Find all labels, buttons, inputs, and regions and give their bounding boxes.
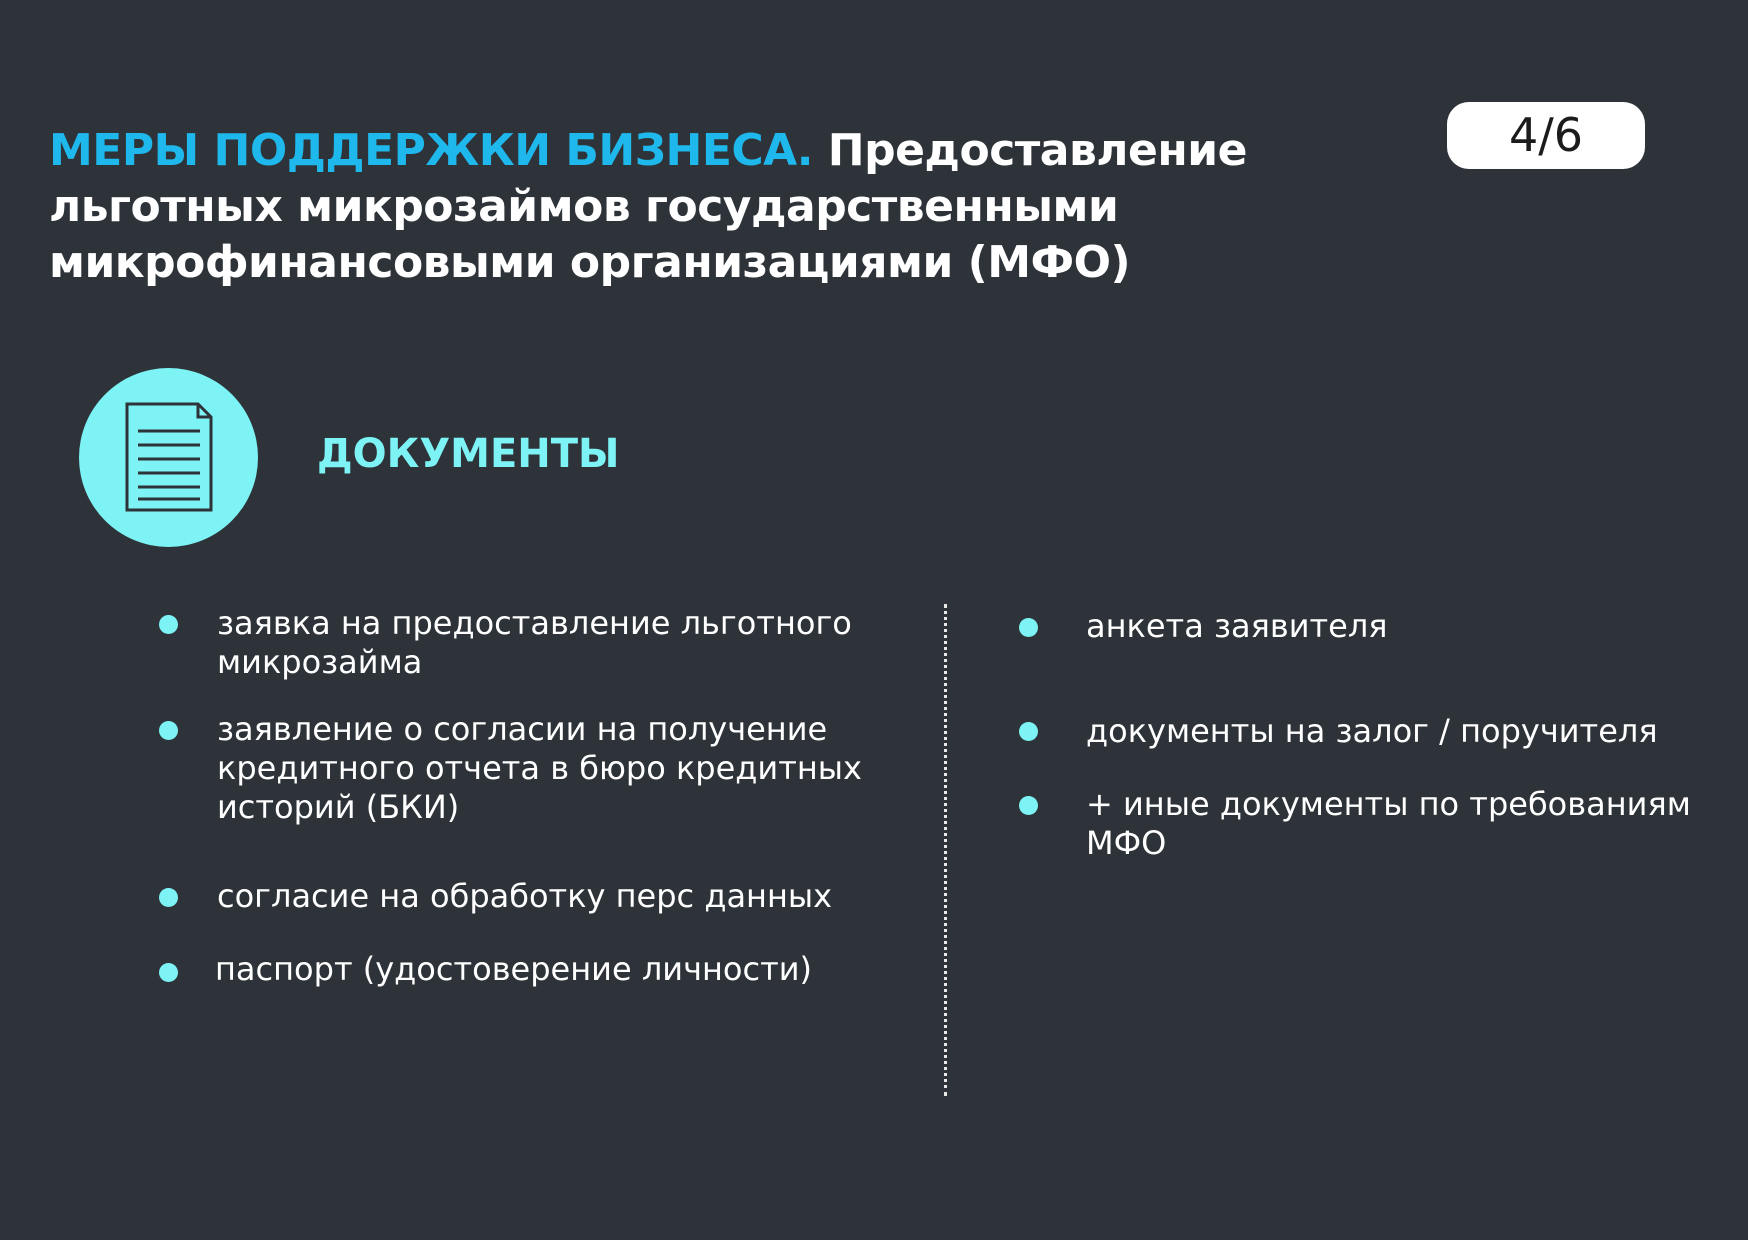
list-item: анкета заявителя — [1086, 607, 1388, 645]
bullet-dot — [159, 615, 178, 634]
list-item: паспорт (удостоверение личности) — [215, 950, 812, 988]
document-icon — [124, 401, 214, 513]
document-icon-circle — [79, 368, 258, 547]
section-heading: ДОКУМЕНТЫ — [317, 431, 620, 477]
list-item: заявка на предоставление льготного микрозайма — [217, 604, 852, 681]
title-accent: МЕРЫ ПОДДЕРЖКИ БИЗНЕСА. — [49, 125, 813, 176]
page-title — [49, 123, 1389, 291]
bullet-dot — [159, 963, 178, 982]
list-item: заявление о согласии на получение кредитного отчета в бюро кредитных историй (БКИ) — [217, 710, 862, 826]
title-rest: Предоставление льготных микрозаймов государственными микрофинансовыми организациями (МФО) — [49, 125, 1247, 288]
page-indicator: 4/6 — [1447, 102, 1645, 169]
bullet-dot — [1019, 796, 1038, 815]
bullet-dot — [159, 721, 178, 740]
bullet-dot — [159, 888, 178, 907]
column-divider — [944, 604, 947, 1096]
list-item: документы на залог / поручителя — [1086, 712, 1658, 750]
bullet-dot — [1019, 618, 1038, 637]
bullet-dot — [1019, 722, 1038, 741]
list-item: + иные документы по требованиям МФО — [1086, 785, 1691, 862]
list-item: согласие на обработку перс данных — [217, 877, 833, 915]
